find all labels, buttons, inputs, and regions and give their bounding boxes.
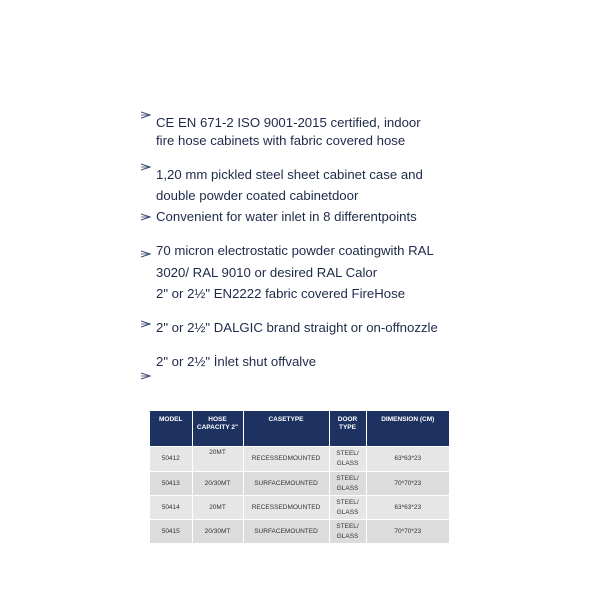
cell-model: 50414 [150, 496, 192, 520]
cell-model: 50413 [150, 472, 192, 496]
feature-line: 3020/ RAL 9010 or desired RAL Calor [156, 265, 378, 280]
header-casetype: CASETYPE [243, 411, 329, 447]
table-row [150, 472, 449, 496]
cell-hose-capacity: 20MT [192, 496, 243, 520]
feature-line: 70 micron electrostatic powder coatingwith RAL [156, 243, 434, 258]
table-row [150, 447, 449, 472]
feature-line: 1,20 mm pickled steel sheet cabinet case and [156, 167, 423, 182]
feature-line: 2" or 2½" İnlet shut offvalve [156, 354, 317, 369]
cell-casetype: RECESSEDMOUNTED [243, 447, 329, 472]
cell-door-type: STEEL/ GLASS [329, 520, 366, 544]
cell-casetype: SURFACEMOUNTED [243, 520, 329, 544]
cell-door-type: STEEL/ GLASS [329, 472, 366, 496]
table-row [150, 496, 449, 520]
cell-hose-capacity: 20MT [192, 447, 243, 472]
header-dimension: DIMENSION (CM) [366, 411, 449, 447]
arrow-bullet-icon [141, 163, 151, 171]
arrow-bullet-icon [141, 111, 151, 119]
arrow-bullet-icon [141, 320, 151, 328]
table-header-row [150, 411, 449, 447]
feature-line: double powder coated cabinetdoor [156, 188, 359, 203]
feature-line: CE EN 671-2 ISO 9001-2015 certified, indoor [156, 115, 421, 130]
cell-hose-capacity: 20/30MT [192, 472, 243, 496]
cell-dimension: 63*63*23 [366, 447, 449, 472]
feature-line: fire hose cabinets with fabric covered hose [156, 133, 406, 148]
cell-casetype: RECESSEDMOUNTED [243, 496, 329, 520]
cell-door-type: STEEL/ GLASS [329, 496, 366, 520]
feature-line: 2" or 2½" EN2222 fabric covered FireHose [156, 286, 406, 301]
cell-dimension: 63*63*23 [366, 496, 449, 520]
header-hose-capacity: HOSE CAPACITY 2" [192, 411, 243, 447]
header-door-type: DOOR TYPE [329, 411, 366, 447]
cell-dimension: 70*70*23 [366, 472, 449, 496]
cell-hose-capacity: 20/30MT [192, 520, 243, 544]
arrow-bullet-icon [141, 250, 151, 258]
feature-line: Convenient for water inlet in 8 differentpoints [156, 209, 417, 224]
cell-model: 50415 [150, 520, 192, 544]
arrow-bullet-icon [141, 213, 151, 221]
table-row [150, 520, 449, 544]
feature-line: 2" or 2½" DALGIC brand straight or on-offnozzle [156, 320, 438, 335]
cell-dimension: 70*70*23 [366, 520, 449, 544]
cell-model: 50412 [150, 447, 192, 472]
cell-door-type: STEEL/ GLASS [329, 447, 366, 472]
arrow-bullet-icon [141, 372, 151, 380]
spec-table [150, 411, 449, 543]
header-model: MODEL [150, 411, 192, 447]
cell-casetype: SURFACEMOUNTED [243, 472, 329, 496]
